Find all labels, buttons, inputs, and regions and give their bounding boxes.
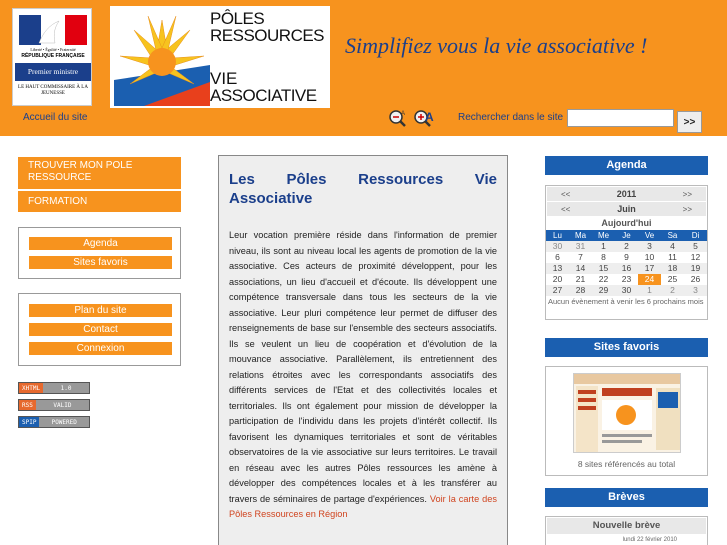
calendar-note: Aucun évènement à venir les 6 prochains mois — [548, 297, 704, 306]
calendar-year: 2011 — [616, 189, 637, 199]
calendar-day[interactable]: 17 — [638, 263, 661, 274]
agenda-heading: Agenda — [545, 156, 708, 175]
quick-links-box — [18, 227, 181, 279]
left-nav — [18, 157, 181, 214]
calendar-day[interactable]: 5 — [684, 241, 707, 252]
calendar-day[interactable]: 26 — [690, 274, 701, 284]
today-button[interactable]: Aujourd'hui — [601, 218, 652, 228]
article-title — [229, 170, 497, 208]
sites-favoris-box — [545, 366, 708, 476]
calendar-day[interactable]: 14 — [569, 263, 592, 274]
plan-du-site-link[interactable]: Plan du site — [29, 304, 172, 317]
search-label: Rechercher dans le site — [458, 112, 564, 123]
agenda-link[interactable]: Agenda — [29, 237, 172, 250]
calendar — [545, 185, 708, 320]
calendar-day[interactable]: 1 — [638, 285, 661, 296]
calendar-day[interactable]: 29 — [592, 285, 615, 296]
year-row — [547, 187, 706, 201]
weekday: Me — [592, 230, 615, 241]
spip-badge-label: SPIP — [19, 417, 39, 427]
next-year-button[interactable]: >> — [682, 189, 692, 199]
breves-heading: Brèves — [545, 488, 708, 507]
zoom-out-icon[interactable] — [388, 109, 408, 127]
logo-text-ressources: RESSOURCES — [210, 26, 325, 45]
title-word: Pôles — [286, 171, 327, 188]
logo-text-associative: ASSOCIATIVE — [210, 86, 317, 105]
weekday-header — [546, 230, 707, 241]
premier-ministre-text: Premier ministre — [15, 63, 91, 81]
calendar-day[interactable]: 7 — [578, 252, 583, 262]
rss-badge-label: RSS — [19, 400, 36, 410]
weekday: Sa — [661, 230, 684, 241]
calendar-day[interactable]: 6 — [555, 252, 560, 262]
title-word: Vie — [474, 171, 498, 188]
government-logo[interactable] — [12, 8, 92, 106]
calendar-day[interactable]: 28 — [569, 285, 592, 296]
article-body — [229, 228, 497, 523]
calendar-week — [546, 252, 707, 263]
calendar-day[interactable]: 10 — [644, 252, 655, 262]
calendar-day[interactable]: 11 — [668, 252, 677, 262]
calendar-day[interactable]: 1 — [592, 241, 615, 252]
xhtml-badge-value: 1.0 — [43, 383, 89, 393]
month-row — [547, 202, 706, 216]
sun-icon — [114, 10, 210, 106]
calendar-day[interactable]: 20 — [552, 274, 563, 284]
article-text: Leur vocation première réside dans l'information de premier niveau, ils sont au niveau local les agents de promotion de la vie associative. Ces acteurs de proximité développent, pour les associations, un lieu d'accueil et d'écoute. Ils développent une compétence transversale dans tous les secteurs de la vie associative. Leur pluri compétence leur permet de diffuser des renseignements de base sur l'ensemble des secteurs associatifs. Ils se veulent un lieu de coopération et d'évolution de la mouvance associative. Parallèlement, ils entretiennent des relations étroites avec les correspondants associatifs des différents services de l'Etat et des collectivités locales et territoriales. Ils ont également pour mission de développer la participation de l'individu dans les projets d'intérêt collectif. Ils favorisent les dynamiques territoriales et sont de véritables observatoires de la vie associative sur leurs territoires. Le travail en réseau avec les autres Pôles ressources les amène à développer des compétences locales et à les transférer au travers de séminaires de partage d'expériences. — [229, 230, 497, 504]
calendar-day[interactable]: 27 — [546, 285, 569, 296]
calendar-day[interactable]: 21 — [575, 274, 586, 284]
svg-text:A: A — [401, 111, 406, 117]
calendar-day[interactable]: 4 — [661, 241, 684, 252]
nav-formation[interactable]: FORMATION — [18, 191, 181, 212]
next-month-button[interactable]: >> — [682, 204, 692, 214]
calendar-day[interactable]: 2 — [661, 285, 684, 296]
logo-text-poles: PÔLES — [210, 9, 265, 28]
zoom-in-icon[interactable] — [413, 109, 435, 127]
rss-badge-value: VALID — [36, 400, 89, 410]
carte-poles-link[interactable]: Voir la carte des Pôles Ressources en Région — [229, 493, 497, 519]
weekday: Je — [615, 230, 638, 241]
search-input[interactable] — [567, 109, 674, 127]
calendar-week — [546, 241, 707, 252]
breves-box — [545, 516, 708, 545]
calendar-day[interactable]: 3 — [638, 241, 661, 252]
calendar-day[interactable]: 30 — [546, 241, 569, 252]
calendar-day[interactable]: 3 — [684, 285, 707, 296]
calendar-day[interactable]: 30 — [615, 285, 638, 296]
calendar-day[interactable]: 23 — [621, 274, 632, 284]
utility-links-box — [18, 293, 181, 366]
connexion-link[interactable]: Connexion — [29, 342, 172, 355]
calendar-day[interactable]: 8 — [601, 252, 606, 262]
header — [0, 0, 727, 136]
calendar-day[interactable]: 13 — [546, 263, 569, 274]
poles-ressources-logo[interactable] — [110, 6, 330, 108]
calendar-day[interactable]: 18 — [661, 263, 684, 274]
spip-badge-value: POWERED — [39, 417, 89, 427]
calendar-week — [546, 274, 707, 285]
spip-badge[interactable] — [18, 416, 90, 428]
nav-trouver-pole[interactable]: TROUVER MON POLE RESSOURCE — [18, 157, 181, 189]
republic-text: RÉPUBLIQUE FRANÇAISE — [21, 53, 85, 59]
sites-favoris-heading: Sites favoris — [545, 338, 708, 357]
site-thumbnail-image — [574, 374, 681, 453]
title-word: Associative — [229, 190, 313, 207]
title-word: Les — [229, 171, 255, 188]
calendar-week — [546, 263, 707, 274]
calendar-day[interactable]: 12 — [690, 252, 701, 262]
calendar-day[interactable]: 15 — [592, 263, 615, 274]
haut-commissaire-text: LE HAUT COMMISSAIRE À LA JEUNESSE — [18, 85, 88, 96]
site-thumbnail[interactable] — [573, 373, 681, 453]
calendar-day[interactable]: 31 — [569, 241, 592, 252]
calendar-month: Juin — [617, 204, 636, 214]
weekday: Lu — [546, 230, 569, 241]
site-tagline: Simplifiez vous la vie associative ! — [345, 33, 648, 58]
weekday: Ma — [569, 230, 592, 241]
weekday: Di — [684, 230, 707, 241]
calendar-day-today[interactable]: 24 — [638, 274, 661, 285]
main-article — [218, 155, 508, 545]
prev-month-button[interactable]: << — [561, 204, 571, 214]
xhtml-badge-label: XHTML — [19, 383, 43, 393]
calendar-grid — [546, 230, 707, 296]
sites-count: 8 sites référencés au total — [577, 459, 676, 469]
calendar-day[interactable]: 9 — [624, 252, 629, 262]
sites-favoris-link[interactable]: Sites favoris — [29, 256, 172, 269]
marianne-icon — [19, 15, 87, 45]
svg-text:A: A — [425, 110, 434, 124]
xhtml-badge[interactable] — [18, 382, 90, 394]
home-link[interactable]: Accueil du site — [23, 112, 88, 123]
prev-year-button[interactable]: << — [561, 189, 571, 199]
contact-link[interactable]: Contact — [29, 323, 172, 336]
title-word: Ressources — [358, 171, 444, 188]
calendar-day[interactable]: 19 — [684, 263, 707, 274]
rss-badge[interactable] — [18, 399, 90, 411]
motto-text: Liberté • Égalité • Fraternité — [30, 47, 76, 52]
search-button[interactable]: >> — [677, 111, 702, 133]
weekday: Ve — [638, 230, 661, 241]
calendar-day[interactable]: 25 — [667, 274, 678, 284]
calendar-day[interactable]: 16 — [615, 263, 638, 274]
breve-date: lundi 22 février 2010 — [622, 537, 677, 543]
breve-title-link[interactable]: Nouvelle brève — [547, 518, 706, 534]
calendar-day[interactable]: 2 — [615, 241, 638, 252]
calendar-day[interactable]: 22 — [598, 274, 609, 284]
calendar-week — [546, 285, 707, 296]
logo-text-vie: VIE — [210, 69, 238, 88]
